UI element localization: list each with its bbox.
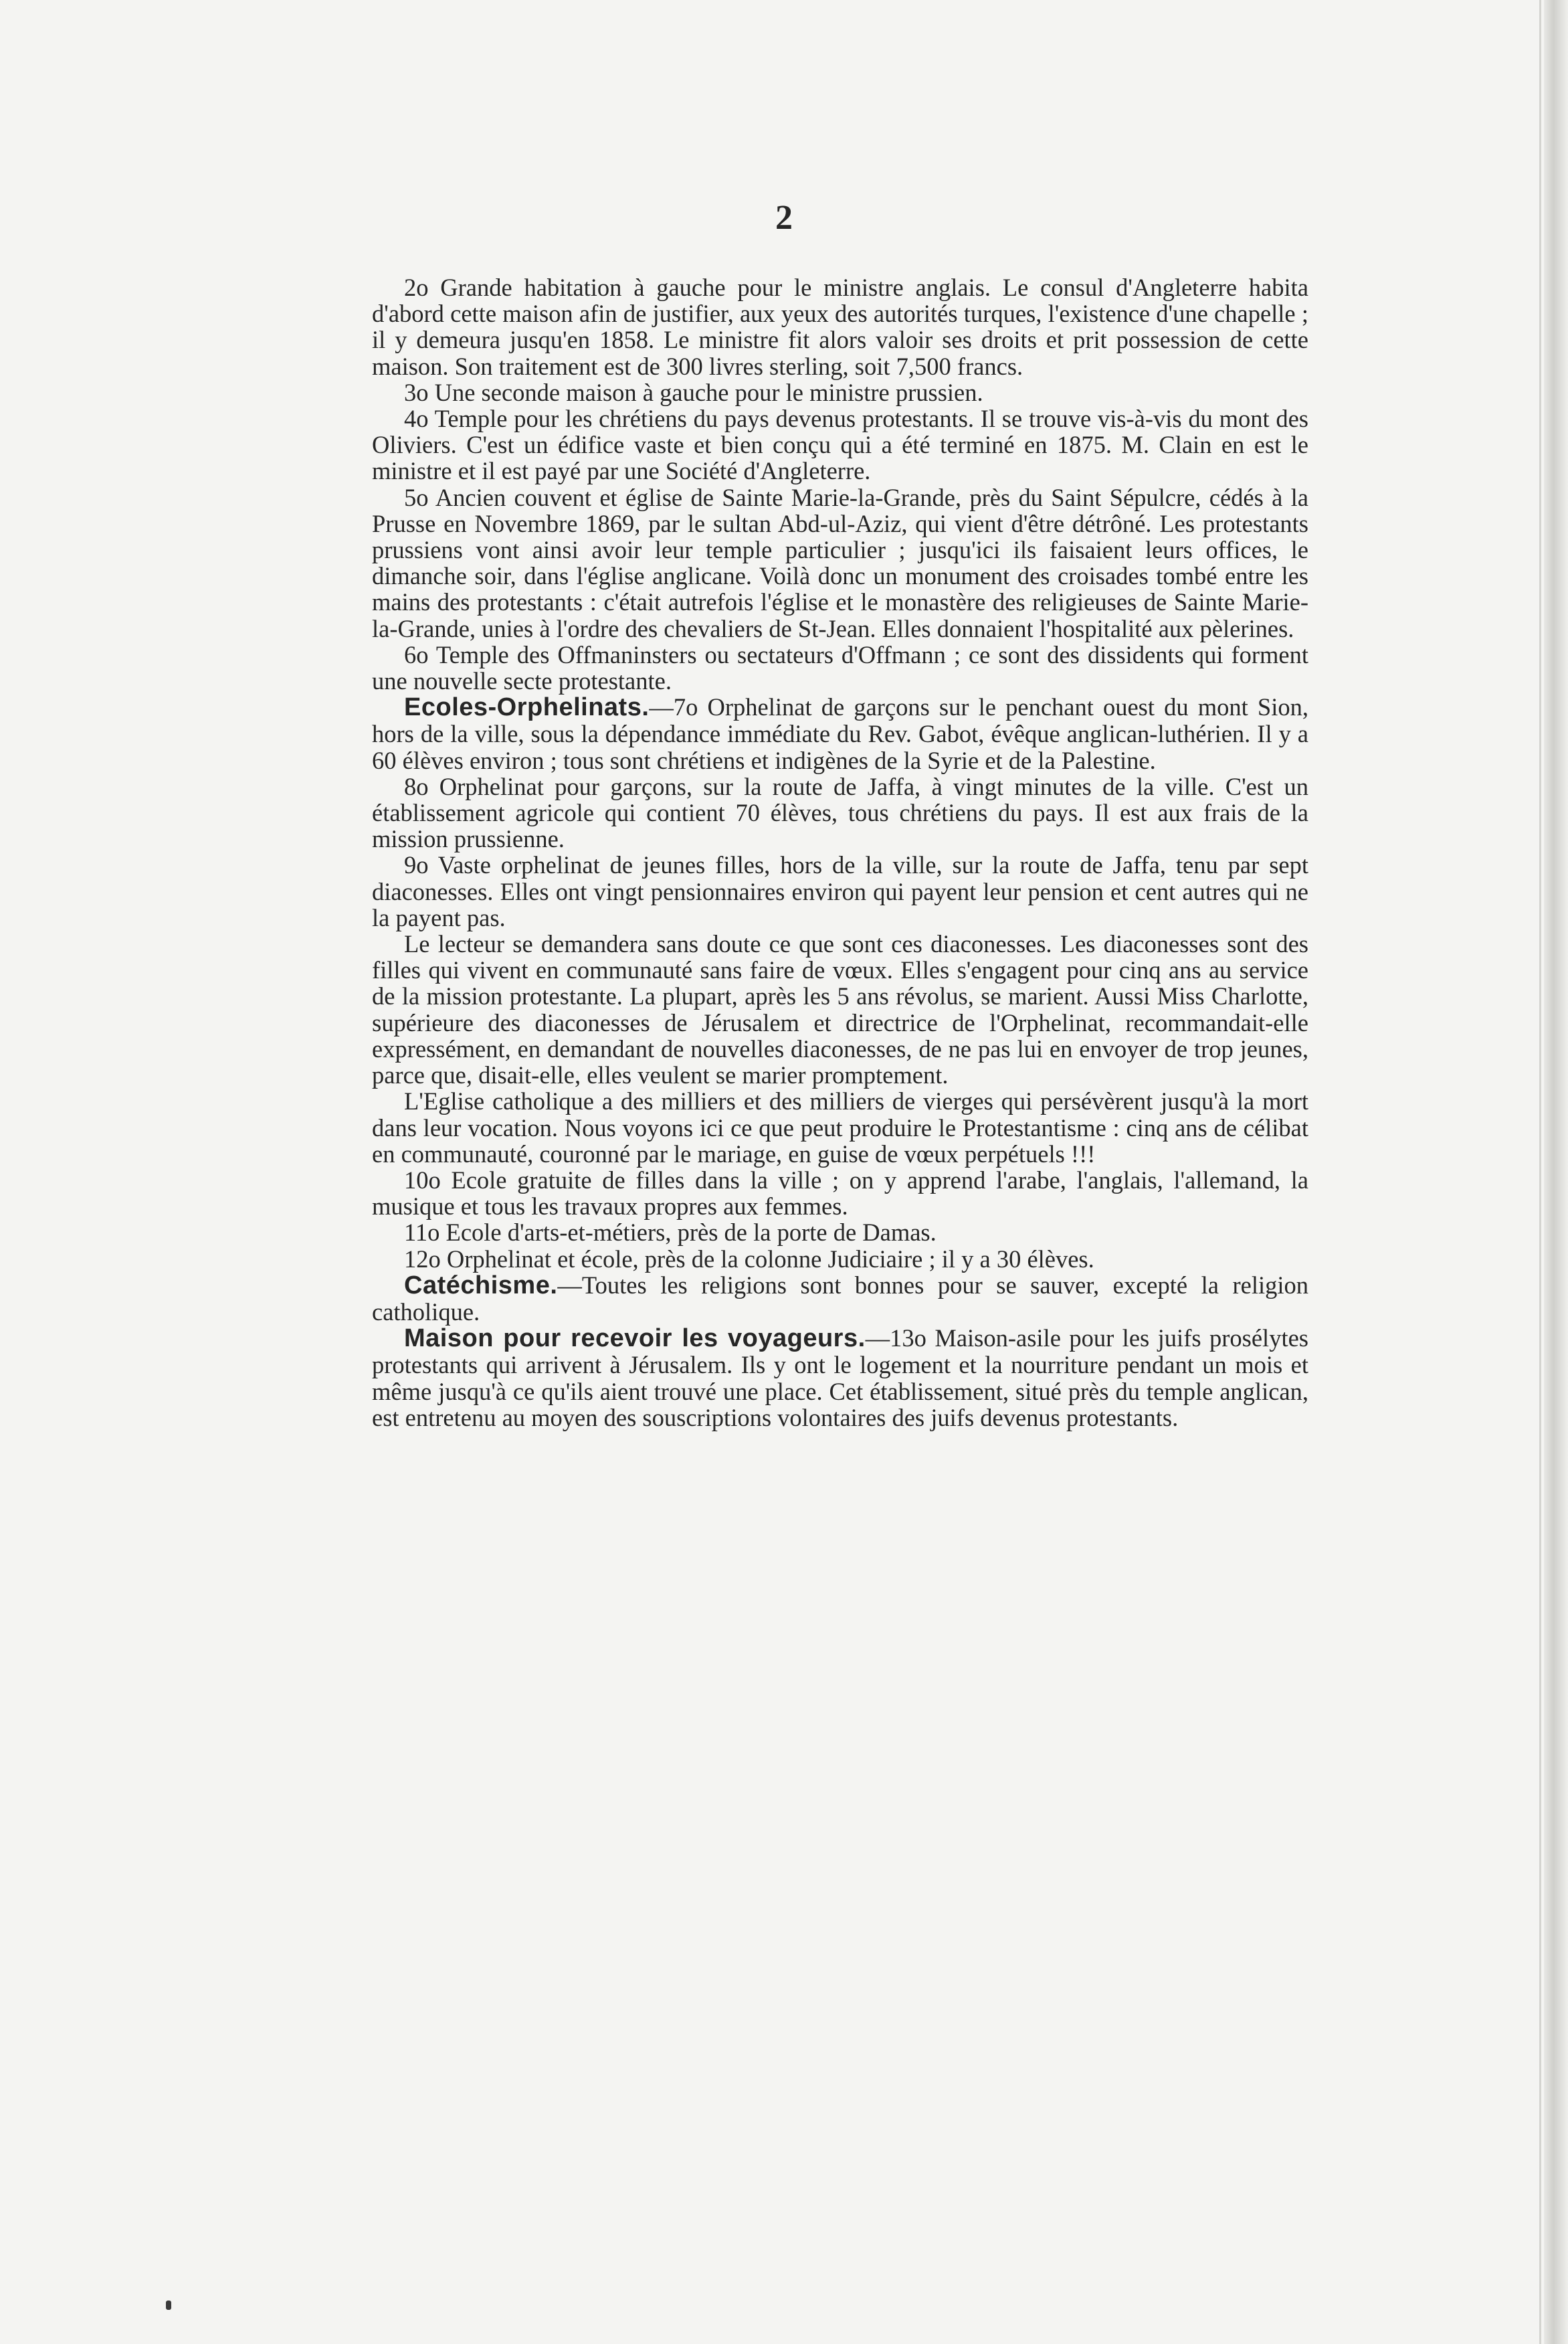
- paragraph-2: 2o Grande habitation à gauche pour le ministre anglais. Le consul d'Angleterre habita d'abord cette maison afin de justifier, aux yeux des autorités turques, l'existence d'une chapelle ; il y demeura jusqu'en 1858. Le ministre fit alors valoir ses droits et prit possession de cette maison. Son traitement est de 300 livres sterling, soit 7,500 francs.: [372, 274, 1308, 380]
- paragraph-eglise-catholique: L'Eglise catholique a des milliers et des milliers de vierges qui persévèrent jusqu'à la mort dans leur vocation. Nous voyons ici ce que peut produire le Protestantisme : cinq ans de célibat en communauté, couronné par le mariage, en guise de vœux perpétuels !!!: [372, 1087, 1308, 1168]
- section-heading-ecoles: Ecoles-Orphelinats.: [404, 693, 650, 722]
- paragraph-6: 6o Temple des Offmaninsters ou sectateurs d'Offmann ; ce sont des dissidents qui forment une nouvelle secte protestante.: [372, 640, 1308, 695]
- section-catechisme: [372, 1272, 1308, 1325]
- section-catechisme-text: —Toutes les religions sont bonnes pour se sauver, excepté la religion catholique.: [372, 1271, 1308, 1326]
- paragraph-9: 9o Vaste orphelinat de jeunes filles, hors de la ville, sur la route de Jaffa, tenu par sept diaconesses. Elles ont vingt pensionnaires environ qui payent leur pension et cent autres qui ne la payent pas.: [372, 851, 1308, 931]
- section-ecoles-lead: —7o Orphelinat de garçons sur le penchant ouest du mont Sion, hors de la ville, sous la dépendance immédiate du Rev. Gabot, évêque anglican-luthérien. Il y a 60 élèves environ ; tous sont chrétiens et indigènes de la Syrie et de la Palestine.: [372, 693, 1308, 774]
- page-edge: [1544, 0, 1568, 2344]
- page-number: 2: [775, 199, 793, 237]
- section-heading-catechisme: Catéchisme.: [404, 1271, 558, 1299]
- section-maison-text: —13o Maison-asile pour les juifs prosélytes protestants qui arrivent à Jérusalem. Ils y ont le logement et la nourriture pendant un mois et même jusqu'à ce qu'ils aient trouvé une place. Cet établissement, situé près du temple anglican, est entretenu au moyen des souscriptions volontaires des juifs devenus protestants.: [372, 1324, 1308, 1431]
- paragraph-3: 3o Une seconde maison à gauche pour le ministre prussien.: [404, 378, 983, 406]
- paragraph-11: 11o Ecole d'arts-et-métiers, près de la porte de Damas.: [404, 1219, 937, 1247]
- paragraph-4: 4o Temple pour les chrétiens du pays devenus protestants. Il se trouve vis-à-vis du mont des Oliviers. C'est un édifice vaste et bien conçu qui a été terminé en 1875. M. Clain en est le ministre et il est payé par une Société d'Angleterre.: [372, 405, 1308, 485]
- paragraph-10: 10o Ecole gratuite de filles dans la ville ; on y apprend l'arabe, l'anglais, l'allemand, la musique et tous les travaux propres aux femmes.: [372, 1166, 1308, 1221]
- paragraph-8: 8o Orphelinat pour garçons, sur la route de Jaffa, à vingt minutes de la ville. C'est un établissement agricole qui contient 70 élèves, tous chrétiens du pays. Il est aux frais de la mission prussienne.: [372, 772, 1308, 853]
- section-maison-voyageurs: [372, 1325, 1308, 1431]
- paragraph-5: 5o Ancien couvent et église de Sainte Marie-la-Grande, près du Saint Sépulcre, cédés à la Prusse en Novembre 1869, par le sultan Abd-ul-Aziz, qui vient d'être détrôné. Les protestants prussiens vont ainsi avoir leur temple particulier ; jusqu'ici ils faisaient leurs offices, le dimanche soir, dans l'église anglicane. Voilà donc un monument des croisades tombé entre les mains des protestants : c'était autrefois l'église et le monastère des religieuses de Sainte Marie-la-Grande, unies à l'ordre des chevaliers de St-Jean. Elles donnaient l'hospitalité aux pèlerines.: [372, 483, 1308, 642]
- paragraph-12: 12o Orphelinat et école, près de la colonne Judiciaire ; il y a 30 élèves.: [404, 1245, 1094, 1273]
- section-ecoles-orphelinats: [372, 694, 1308, 774]
- ink-mark: [166, 2301, 171, 2310]
- section-heading-maison: Maison pour recevoir les voyageurs.: [404, 1324, 866, 1353]
- page-text: [372, 274, 1308, 1431]
- paragraph-diaconesses: Le lecteur se demandera sans doute ce que sont ces diaconesses. Les diaconesses sont des filles qui vivent en communauté sans faire de vœux. Elles s'engagent pour cinq ans au service de la mission protestante. La plupart, après les 5 ans révolus, se marient. Aussi Miss Charlotte, supérieure des diaconesses de Jérusalem et directrice de l'Orphelinat, recommandait-elle expressément, en demandant de nouvelles diaconesses, de ne pas lui en envoyer de trop jeunes, parce que, disait-elle, elles veulent se marier promptement.: [372, 930, 1308, 1089]
- page-binding-line: [1539, 0, 1541, 2344]
